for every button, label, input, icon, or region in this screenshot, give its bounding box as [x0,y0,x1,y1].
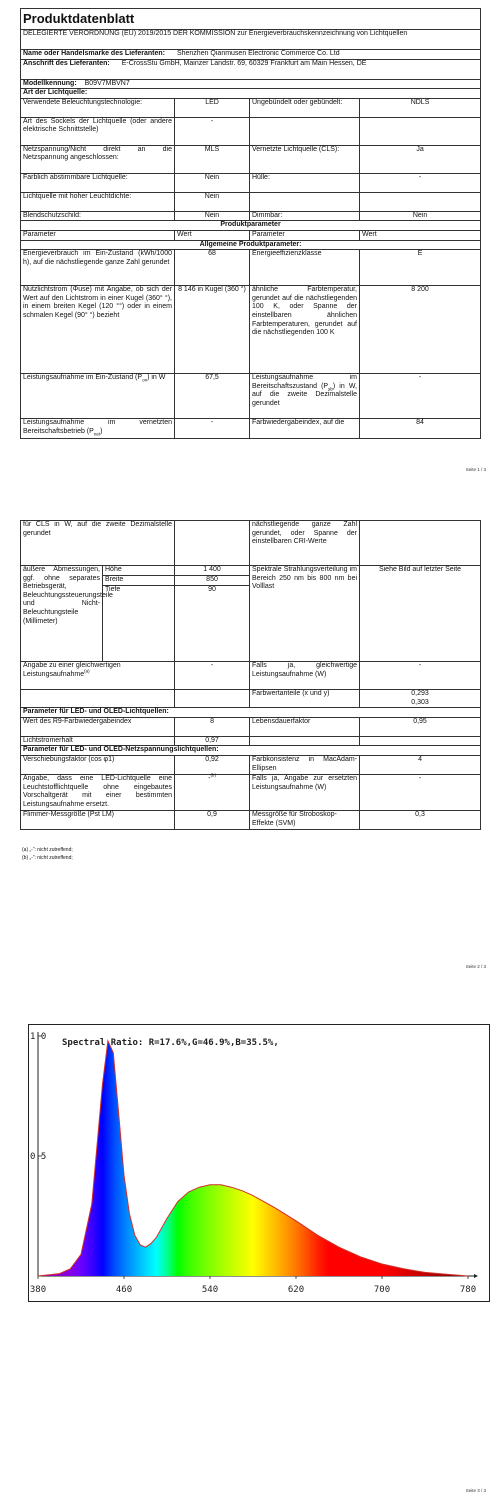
column-header-parameter: Parameter [21,230,175,240]
light-source-type-heading: Art der Lichtquelle: [21,89,481,99]
survival-factor-value: 0,95 [360,717,481,736]
page-1 [0,0,500,486]
width-label: Breite [103,576,175,586]
high-luminance-label: Lichtquelle mit hoher Leuchtdichte: [21,192,175,211]
depth-value: 90 [175,586,250,662]
on-mode-power-value: 67,5 [175,374,250,419]
dimmable-value: Nein [360,211,481,221]
depth-label: Tiefe [103,586,175,662]
mains-parameters-heading: Parameter für LED- und OLED-Netzspannungslichtquellen: [21,746,481,756]
antiglare-value: Nein [175,211,250,221]
x-tick-label-780: 780 [459,1285,477,1295]
energy-consumption-value: 68 [175,250,250,286]
x-tick-label-700: 700 [373,1285,391,1295]
product-parameters-heading: Produktparameter [21,221,481,231]
page-number-3: Seite 3 / 3 [465,1488,486,1493]
replacement-power-label: Falls ja, Angabe zur ersetzten Leistungsaufnahme (W) [250,774,360,810]
colour-consistency-value: 4 [360,755,481,774]
cap-type-label: Art des Sockels der Lichtquelle (oder andere elektrische Schnittstelle) [21,117,175,145]
survival-factor-label: Lebensdauerfaktor [250,717,360,736]
standby-power-value: - [360,374,481,419]
height-value: 1 400 [175,566,250,576]
replacement-claim-label: Angabe, dass eine LED-Lichtquelle eine Leuchtstofflichtquelle ohne eingebautes Vorschaltgerät mit einer bestimmten Leistungsaufnahme ersetzt. [21,774,175,810]
led-parameters-heading: Parameter für LED- und OLED-Lichtquellen: [21,708,481,718]
x-tick-label-620: 620 [287,1285,305,1295]
spectral-distribution-chart [28,1024,490,1302]
technology-value: LED [175,98,250,117]
useful-flux-value: 8 146 in Kugel (360 °) [175,286,250,374]
spectral-distribution-label: Spektrale Strahlungsverteilung im Bereich 250 nm bis 800 nm bei Volllast [250,566,360,662]
page-2 [0,486,500,978]
footnotes [22,846,73,862]
chart-title: Spectral Ratio: R=17.6%,G=46.9%,B=35.5%, [62,1038,279,1048]
product-datasheet-table-2 [20,520,481,830]
envelope-label: Hülle: [250,173,360,192]
networked-standby-label: Leistungsaufnahme im vernetzten Bereitschaftsbetrieb $(P_{net})$ [21,419,175,439]
equivalent-power-w-value: - [360,662,481,690]
page-number-2: Seite 2 / 3 [465,964,486,969]
technology-label: Verwendete Beleuchtungstechnologie: [21,98,175,117]
stroboscopic-value: 0,3 [360,810,481,829]
dimensions-label: äußere Abmessungen, ggf. ohne separates Betriebsgerät, Beleuchtungssteuerungsteile und Nicht-Beleuchtungsteile (Millimeter) [21,566,103,662]
colour-consistency-label: Farbkonsistenz in MacAdam-Ellipsen [250,755,360,774]
connected-value: Ja [360,145,481,173]
efficiency-class-value: E [360,250,481,286]
supplier-address-row [21,59,481,79]
equivalent-power-value: - [175,662,250,690]
x-tick-label-540: 540 [201,1285,219,1295]
spectral-distribution-value: Siehe Bild auf letzter Seite [360,566,481,662]
supplier-name-label: Name oder Handelsmarke des Lieferanten: [23,50,165,57]
networked-standby-value: - [175,419,250,439]
colour-tunable-label: Farblich abstimmbare Lichtquelle: [21,173,175,192]
nondirectional-value: NDLS [360,98,481,117]
mains-value: MLS [175,145,250,173]
page-3 [0,978,500,1500]
x-tick-label-460: 460 [115,1285,133,1295]
useful-flux-label: Nutzlichtstrom (Φuse) mit Angabe, ob sich der Wert auf den Lichtstrom in einer Kugel (360° °), in einem breiten Kegel (120 °°) oder in einem schmalen Kegel (90° °) bezieht [21,286,175,374]
cct-label: ähnliche Farbtemperatur, gerundet auf die nächstliegenden 100 K, oder Spanne der einstellbaren ähnlichen Farbtemperaturen, gerundet auf die nächstliegenden 100 K [250,286,360,374]
model-label: Modellkennung: [23,79,77,87]
general-parameters-heading: Allgemeine Produktparameter: [21,240,481,250]
lumen-maintenance-value: 0,97 [175,736,250,746]
antiglare-label: Blendschutzschild: [21,211,175,221]
lumen-maintenance-label: Lichtstromerhalt [21,736,175,746]
equivalent-power-label: Angabe zu einer gleichwertigen Leistungsaufnahme$^{(a)}$ [21,662,175,690]
displacement-factor-label: Verschiebungsfaktor (cos φ1) [21,755,175,774]
supplier-name-row [21,50,481,60]
dimmable-label: Dimmbar: [250,211,360,221]
page-number-1: Seite 1 / 3 [465,467,486,472]
datasheet-title: Produktdatenblatt [21,9,481,30]
model-row [21,79,481,89]
replacement-power-value: - [360,774,481,810]
cri-label-cont: nächstliegende ganze Zahl gerundet, oder Spanne der einstellbaren CRI-Werte [250,521,360,566]
product-datasheet-table-1 [20,8,481,439]
footnote-a: (a) „-“: nicht zutreffend; [22,847,73,853]
stroboscopic-label: Messgröße für Stroboskop-Effekte (SVM) [250,810,360,829]
column-header-parameter-2: Parameter [250,230,360,240]
column-header-value-2: Wert [360,230,481,240]
equivalent-power-w-label: Falls ja, gleichwertige Leistungsaufnahme (W) [250,662,360,690]
x-tick-label-380: 380 [29,1285,47,1295]
cct-value: 8 200 [360,286,481,374]
cap-type-value: - [175,117,250,145]
height-label: Höhe [103,566,175,576]
on-mode-power-label: Leistungsaufnahme im Ein-Zustand $(P_{on})$ in W [21,374,175,419]
standby-power-label: Leistungsaufnahme im Bereitschaftszustand $(P_{sb})$ in W, auf die zweite Dezimalstelle gerundet [250,374,360,419]
r9-label: Wert des R9-Farbwiedergabeindex [21,717,175,736]
r9-value: 8 [175,717,250,736]
width-value: 850 [175,576,250,586]
footnote-b: (b) „-“: nicht zutreffend; [22,855,73,861]
flicker-label: Flimmer-Messgröße (Pst LM) [21,810,175,829]
efficiency-class-label: Energieeffizienzklasse [250,250,360,286]
regulation-text: DELEGIERTE VERORDNUNG (EU) 2019/2015 DER KOMMISSION zur Energieverbrauchskennzeichnung von Lichtquellen [21,30,481,50]
cri-value: 84 [360,419,481,439]
displacement-factor-value: 0,92 [175,755,250,774]
flicker-value: 0,9 [175,810,250,829]
energy-consumption-label: Energieverbrauch im Ein-Zustand (kWh/1000 h), auf die nächstliegende ganze Zahl gerundet [21,250,175,286]
cri-label: Farbwiedergabeindex, auf die [250,419,360,439]
chromaticity-label: Farbwertanteile (x und y) [250,690,360,708]
supplier-address-label: Anschrift des Lieferanten: [23,59,110,67]
supplier-name-value: Shenzhen Qianmusen Electronic Commerce Co. Ltd [176,50,340,57]
y-tick-label-1.0: 1.0 [30,1032,47,1042]
model-value: B09V7MBVN7 [84,79,130,87]
colour-tunable-value: Nein [175,173,250,192]
networked-standby-label-cont: für CLS in W, auf die zweite Dezimalstelle gerundet [21,521,175,566]
replacement-claim-value: -$^{(b)}$ [175,774,250,810]
mains-label: Netzspannung/Nicht direkt an die Netzspannung angeschlossen: [21,145,175,173]
connected-label: Vernetzte Lichtquelle (CLS): [250,145,360,173]
column-header-value: Wert [175,230,250,240]
nondirectional-label: Ungebündelt oder gebündelt: [250,98,360,117]
y-tick-label-0.5: 0.5 [30,1152,47,1162]
envelope-value: - [360,173,481,192]
supplier-address-value: E-CrossStu GmbH, Mainzer Landstr. 69, 60329 Frankfurt am Main Hessen, DE [121,59,367,67]
chromaticity-values: 0,293 0,303 [360,690,481,708]
high-luminance-value: Nein [175,192,250,211]
